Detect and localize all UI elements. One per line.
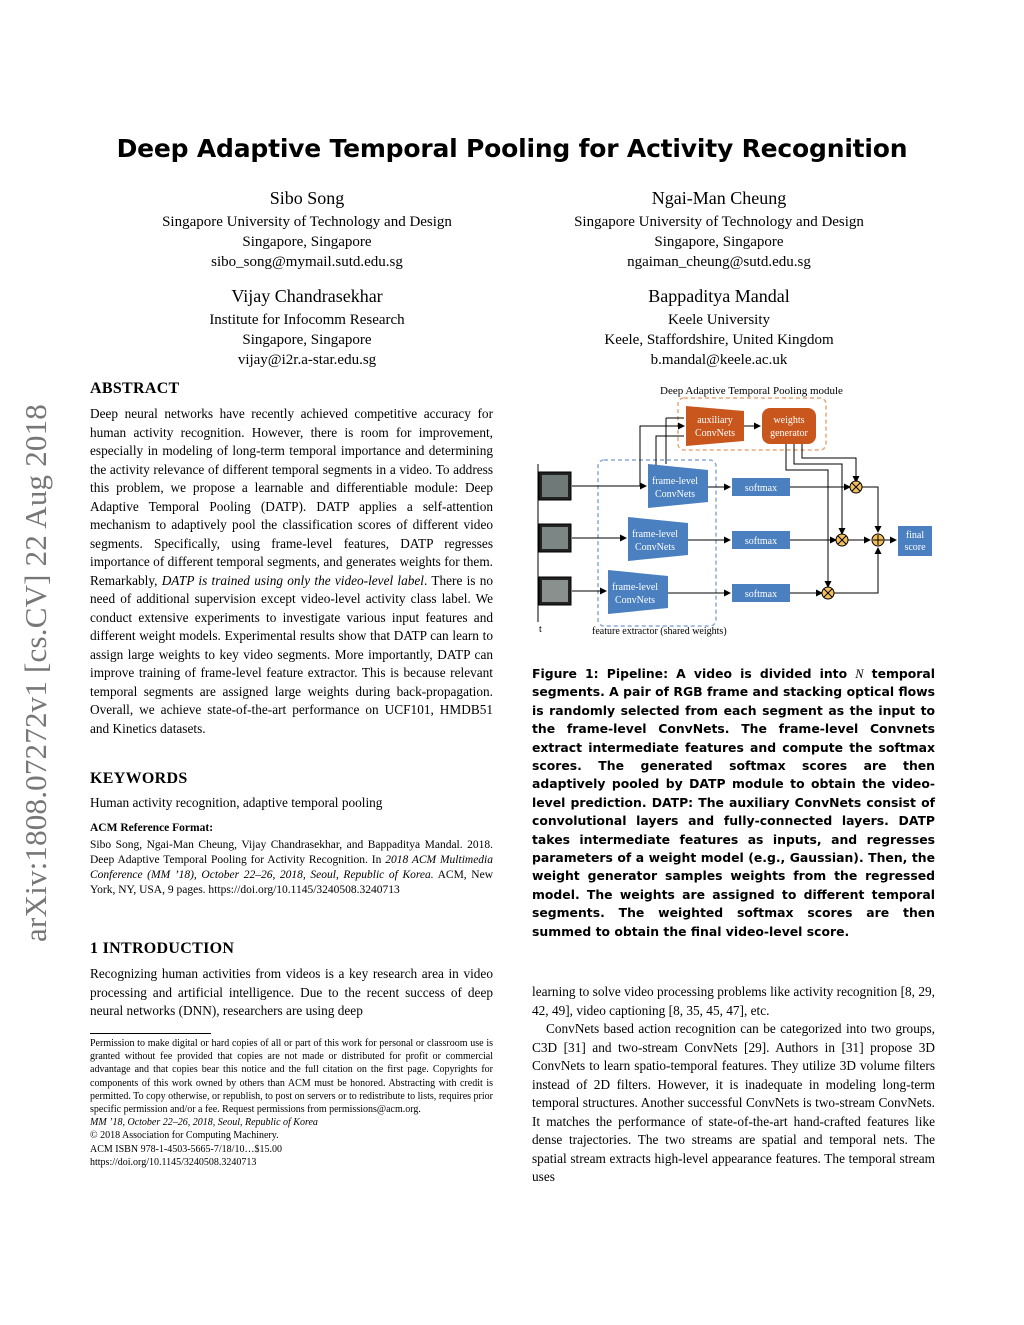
acm-ref-text-end: ACM, New York, NY, USA, 9 pages. https://doi.org/10.1145/3240508.3240713 <box>90 869 493 896</box>
softmax-label: softmax <box>744 483 778 494</box>
author-location: Keele, Staffordshire, United Kingdom <box>604 332 834 348</box>
caption-text-rest: temporal segments. A pair of RGB frame and stacking optical flows is randomly selected from each segment as the input to the frame-level ConvNets. The frame-level Convnets extract intermediate features and compute the softmax scores. The generated softmax scores are then adaptively pooled by DATP module to obtain the video-level prediction. DATP: The auxiliary ConvNets consist of convolutional layers and fully-connected layers. DATP takes intermediate features as inputs, and regresses parameters of a weight model (e.g., Gaussian). Then, the weight generator samples weights from the regressed model. The weights are assigned to different temporal segments. The weighted softmax scores are then summed to obtain the final video-level score. <box>532 666 936 939</box>
keywords-heading: KEYWORDS <box>90 770 188 787</box>
video-frame-image <box>542 475 568 497</box>
softmax-label: softmax <box>744 589 778 600</box>
intro-text-left: Recognizing human activities from videos is a key research area in video processing and artificial intelligence. Due to the recent success of deep neural networks (DNN), researchers are using deep <box>90 966 493 1018</box>
weights-generator-label: weights <box>773 415 805 426</box>
intro-paragraph: ConvNets based action recognition can be categorized into two groups, C3D [31] and two-stream ConvNets [29]. Authors in [31] propose 3D ConvNets to learn spatio-temporal features. They utilize 3D volume filters instead of 2D filters. However, it is inadequate in modeling long-term temporal structures. Another successful ConvNets is two-stream ConvNets. It matches the performance of state-of-the-art hand-crafted features like dense trajectories. The two streams are spatial and temporal nets. The spatial stream extracts high-level appearance features. The temporal stream uses <box>532 1021 935 1184</box>
author-email: b.mandal@keele.ac.uk <box>650 352 788 368</box>
author-email: ngaiman_cheung@sutd.edu.sg <box>627 254 811 270</box>
author-affiliation: Institute for Infocomm Research <box>209 312 405 328</box>
keywords-text: Human activity recognition, adaptive temporal pooling <box>90 795 383 810</box>
abstract-text-italic: DATP is trained using only the video-level label <box>161 572 425 588</box>
module-title: Deep Adaptive Temporal Pooling module <box>660 385 843 397</box>
intro-paragraph: learning to solve video processing problems like activity recognition [8, 29, 42, 49], video captioning [8, 35, 45, 47], etc. <box>532 984 935 1018</box>
caption-text: Figure 1: Pipeline: A video is divided into <box>532 666 856 681</box>
arrow-to-sum <box>862 487 878 532</box>
weights-generator-label: generator <box>770 428 808 439</box>
author-email: sibo_song@mymail.sutd.edu.sg <box>211 254 403 270</box>
author-location: Singapore, Singapore <box>242 234 372 250</box>
auxiliary-convnets-label: auxiliary <box>697 415 733 426</box>
footnote-rule <box>90 1033 211 1034</box>
frame-level-convnets-label: frame-level <box>611 582 659 593</box>
author-location: Singapore, Singapore <box>242 332 372 348</box>
author-name: Ngai-Man Cheung <box>651 188 787 208</box>
frame-level-convnets-label: ConvNets <box>615 595 655 606</box>
author-block <box>509 186 929 272</box>
acm-ref-text <box>90 838 493 898</box>
author-block <box>97 186 517 272</box>
paper-title: Deep Adaptive Temporal Pooling for Activity Recognition <box>116 134 908 163</box>
video-frame-image <box>542 580 568 602</box>
author-affiliation: Keele University <box>667 312 771 328</box>
isbn-line: ACM ISBN 978-1-4503-5665-7/18/10…$15.00 <box>90 1143 282 1155</box>
auxiliary-convnets-label: ConvNets <box>695 428 735 439</box>
caption-text-italic: N <box>855 667 864 681</box>
intro-text-right <box>532 983 935 1187</box>
author-block <box>509 284 929 370</box>
figure-caption <box>532 665 935 941</box>
arrow-weight-to-mult <box>786 444 828 587</box>
arrow-to-sum <box>834 548 878 593</box>
copyright-line: © 2018 Association for Computing Machinery. <box>90 1130 279 1142</box>
softmax-label: softmax <box>744 536 778 547</box>
author-name: Vijay Chandrasekhar <box>231 286 383 306</box>
acm-ref-text-start: Sibo Song, Ngai-Man Cheung, Vijay Chandrasekhar, and Bappaditya Mandal. 2018. Deep Adaptive Temporal Pooling for Activity Recognition. In <box>90 839 493 866</box>
video-frame-image <box>542 527 568 549</box>
acm-ref-text-italic: 2018 ACM Multimedia Conference (MM ’18), October 22–26, 2018, Seoul, Republic of Korea. <box>90 854 493 881</box>
abstract-text-end: . There is no need of additional supervision except video-level activity class label. We conduct extensive experiments to investigate various input features and different weight models. Experimental results show that DATP can learn to assign large weights to key video segments. More importantly, DATP can improve training of frame-level feature extractor. This is because relevant temporal segments are assigned large weights during back-propagation. Overall, we achieve state-of-the-art performance on UCF101, HMDB51 and Kinetics datasets. <box>90 572 493 736</box>
author-email: vijay@i2r.a-star.edu.sg <box>237 352 377 368</box>
author-location: Singapore, Singapore <box>654 234 784 250</box>
frame-level-convnets-label: frame-level <box>651 476 699 487</box>
author-affiliation: Singapore University of Technology and Design <box>162 214 452 230</box>
conference-line: MM ’18, October 22–26, 2018, Seoul, Republic of Korea <box>90 1117 318 1129</box>
auxiliary-convnets-shape <box>686 406 744 446</box>
final-score-label: final <box>905 530 925 541</box>
author-affiliation: Singapore University of Technology and Design <box>574 214 864 230</box>
intro-heading: 1 INTRODUCTION <box>90 940 235 957</box>
time-axis-label: t <box>539 624 542 635</box>
acm-ref-heading: ACM Reference Format: <box>90 822 214 834</box>
permission-block <box>90 1037 493 1169</box>
permission-text: Permission to make digital or hard copies of all or part of this work for personal or classroom use is granted without fee provided that copies are not made or distributed for profit or commercial advantage and that copies bear this notice and the full citation on the first page. Copyrights for components of this work owned by others than ACM must be honored. Abstracting with credit is permitted. To copy otherwise, or republish, to post on servers or to redistribute to lists, requires prior specific permission and/or a fee. Request permissions from permissions@acm.org. <box>90 1038 493 1116</box>
final-score-label: score <box>904 542 926 553</box>
frame-level-convnets-label: ConvNets <box>655 489 695 500</box>
abstract-body <box>90 405 493 738</box>
author-name: Sibo Song <box>269 188 345 208</box>
abstract-text: Deep neural networks have recently achieved competitive accuracy for human activity recognition. However, there is room for improvement, especially in modeling of long-term temporal importance and determining the activity relevance of different temporal segments in a video. To address this problem, we propose a learnable and differentiable module: Deep Adaptive Temporal Pooling (DATP). DATP applies a self-attention mechanism to adaptively pool the classification scores of different video segments. Specifically, using frame-level features, DATP regresses importance of different temporal segments, and generates weights for them. Remarkably, <box>90 406 493 588</box>
author-block <box>97 284 517 370</box>
author-name: Bappaditya Mandal <box>648 286 790 306</box>
frame-level-convnets-label: ConvNets <box>635 542 675 553</box>
doi-line: https://doi.org/10.1145/3240508.3240713 <box>90 1156 257 1168</box>
arxiv-stamp: arXiv:1808.07272v1 [cs.CV] 22 Aug 2018 <box>18 403 53 942</box>
feature-extractor-label: feature extractor (shared weights) <box>592 626 727 637</box>
pipeline-figure <box>532 378 942 640</box>
frame-level-convnets-label: frame-level <box>631 529 679 540</box>
abstract-heading: ABSTRACT <box>90 380 180 397</box>
